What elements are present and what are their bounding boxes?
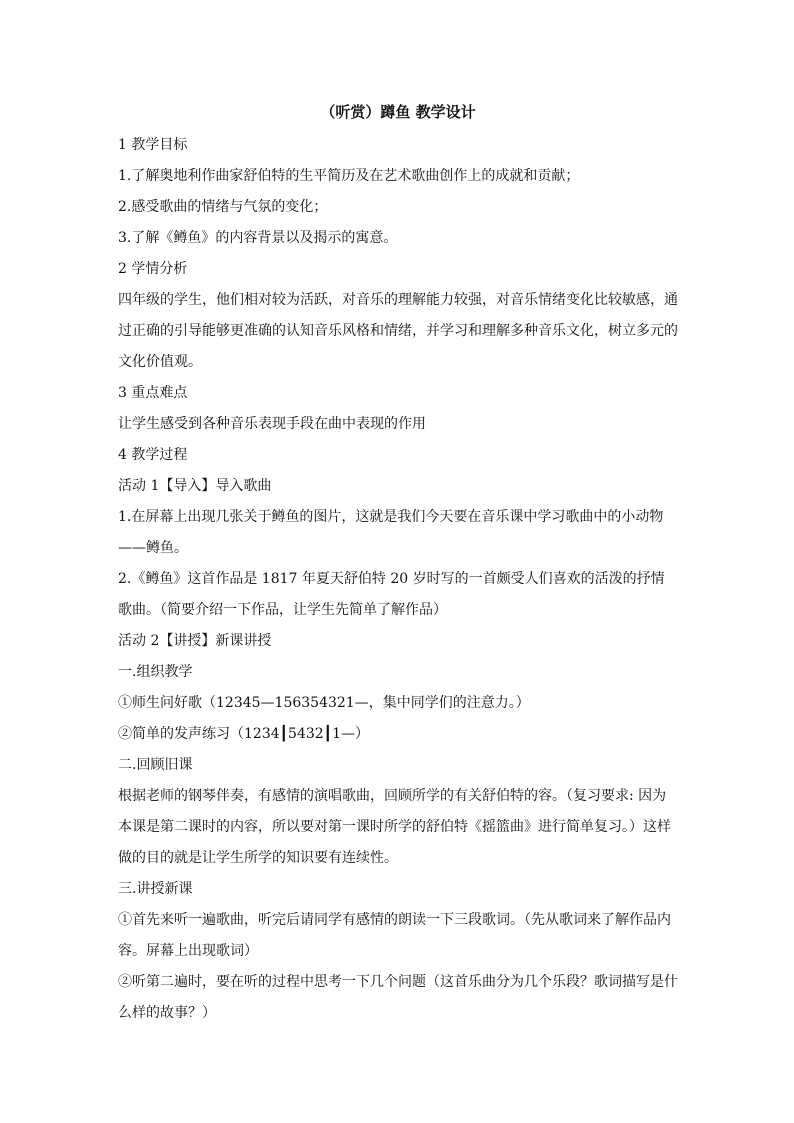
- key-points-paragraph: 让学生感受到各种音乐表现手段在曲中表现的作用: [118, 416, 426, 432]
- section-heading-analysis: 2 学情分析: [118, 261, 188, 277]
- organize-item-2: ②简单的发声练习（1234┃5432┃1—）: [118, 726, 370, 742]
- activity-1-heading: 活动 1【导入】导入歌曲: [118, 478, 272, 494]
- new-lesson-item-2: ②听第二遍时，要在听的过程中思考一下几个问题（这首乐曲分为几个乐段？歌词描写是什么样的故事？）: [118, 974, 678, 1021]
- organize-item-1: ①师生问好歌（12345—156354321—，集中同学们的注意力。）: [118, 695, 530, 711]
- subsection-organize: 一.组织教学: [118, 664, 193, 680]
- subsection-review: 二.回顾旧课: [118, 757, 193, 773]
- objective-2: 2.感受歌曲的情绪与气氛的变化；: [118, 199, 328, 215]
- document-page: [118, 100, 678, 1029]
- document-title: （听赏）蹲鱼 教学设计: [320, 103, 476, 121]
- section-heading-process: 4 教学过程: [118, 447, 188, 463]
- activity-1-step-1: 1.在屏幕上出现几张关于鳟鱼的图片，这就是我们今天要在音乐课中学习歌曲中的小动物——鳟鱼。: [118, 509, 664, 556]
- section-heading-key-points: 3 重点难点: [118, 385, 188, 401]
- objective-1: 1.了解奥地利作曲家舒伯特的生平简历及在艺术歌曲创作上的成就和贡献；: [118, 168, 580, 184]
- objective-3: 3.了解《鳟鱼》的内容背景以及揭示的寓意。: [118, 230, 398, 246]
- review-paragraph: 根据老师的钢琴伴奏，有感情的演唱歌曲，回顾所学的有关舒伯特的容。（复习要求: 因为本课是第二课时的内容，所以要对第一课时所学的舒伯特《摇篮曲》进行简单复习。）这样做的目的就是让学生所学的知识要有连续性。: [118, 788, 671, 866]
- analysis-paragraph: 四年级的学生，他们相对较为活跃，对音乐的理解能力较强，对音乐情绪变化比较敏感，通过正确的引导能够更准确的认知音乐风格和情绪，并学习和理解多种音乐文化，树立多元的文化价值观。: [118, 292, 678, 370]
- activity-1-step-2: 2.《鳟鱼》这首作品是 1817 年夏天舒伯特 20 岁时写的一首颇受人们喜欢的活泼的抒情歌曲。（简要介绍一下作品，让学生先简单了解作品）: [118, 571, 665, 618]
- activity-2-heading: 活动 2【讲授】新课讲授: [118, 633, 272, 649]
- section-heading-objectives: 1 教学目标: [118, 137, 188, 153]
- new-lesson-item-1: ①首先来听一遍歌曲，听完后请同学有感情的朗读一下三段歌词。（先从歌词来了解作品内容。屏幕上出现歌词）: [118, 912, 671, 959]
- subsection-new-lesson: 三.讲授新课: [118, 881, 193, 897]
